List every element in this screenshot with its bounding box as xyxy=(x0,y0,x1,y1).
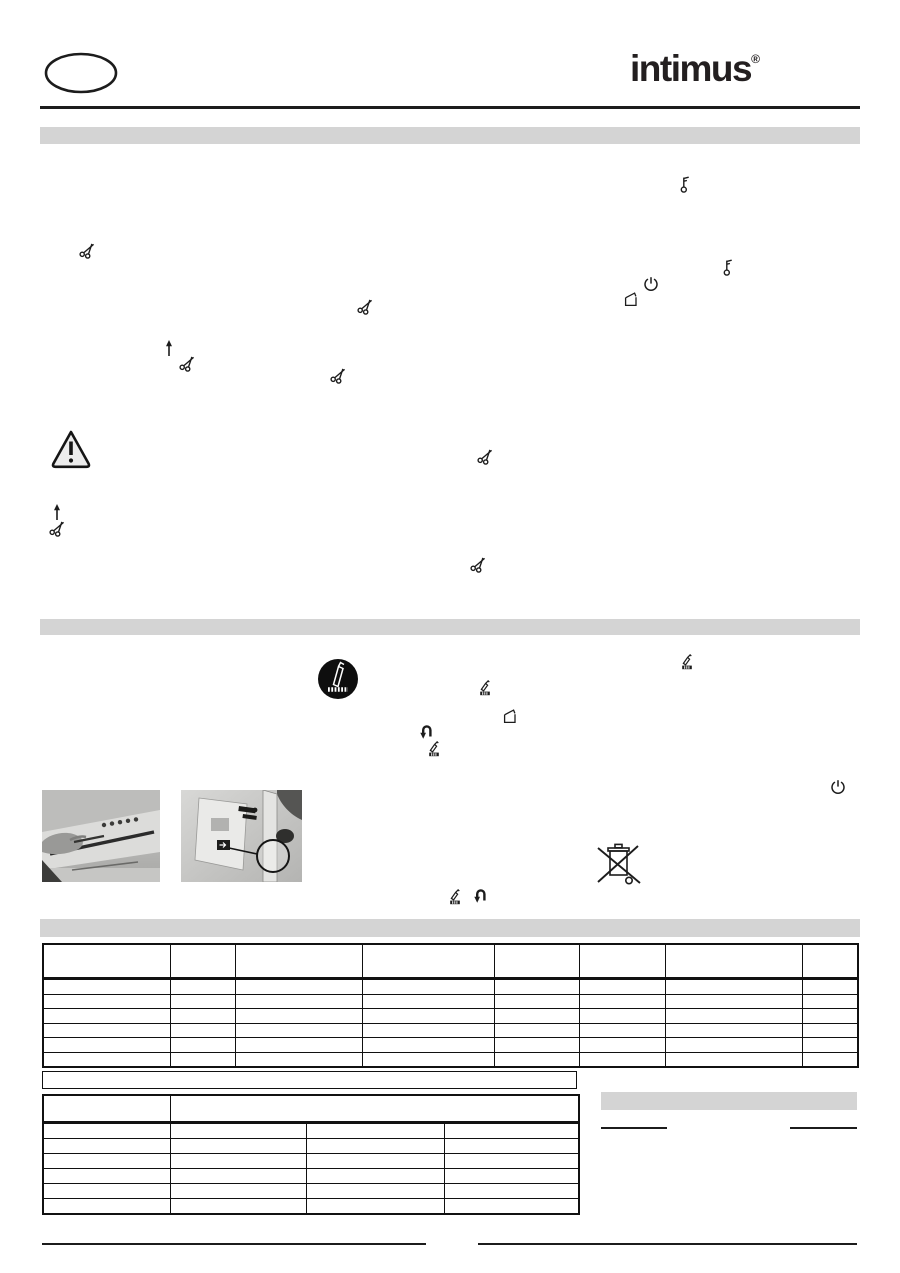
table-cell xyxy=(235,1052,362,1067)
table-cell xyxy=(444,1199,579,1215)
table-cell xyxy=(802,1009,858,1024)
table-cell xyxy=(43,1184,170,1199)
weee-bin-icon xyxy=(593,841,645,887)
note-underline-right xyxy=(790,1127,857,1129)
table-cell xyxy=(362,944,494,979)
table-cell xyxy=(170,1154,306,1169)
table-cell xyxy=(235,1009,362,1024)
table-cell xyxy=(579,944,665,979)
table-header-row xyxy=(43,1095,579,1123)
table-cell xyxy=(665,1052,802,1067)
table-cell xyxy=(170,979,235,995)
table-cell xyxy=(235,994,362,1009)
table-cell xyxy=(170,1009,235,1024)
table-cell xyxy=(170,1123,306,1139)
key-icon xyxy=(721,258,734,276)
table-row xyxy=(43,1009,858,1024)
oil-bottle-icon xyxy=(427,740,441,757)
table-cell xyxy=(170,1184,306,1199)
table-row xyxy=(43,1184,579,1199)
table-row xyxy=(43,1169,579,1184)
registered-trademark: ® xyxy=(751,52,760,66)
table-row xyxy=(43,1123,579,1139)
table-cell xyxy=(43,1095,170,1123)
table-row xyxy=(43,979,858,995)
table-cell xyxy=(444,1154,579,1169)
scissors-icon xyxy=(476,449,494,465)
table-cell xyxy=(494,1038,579,1053)
scissors-icon xyxy=(469,557,487,573)
power-icon xyxy=(643,276,659,292)
table-cell xyxy=(43,1052,170,1067)
table-cell xyxy=(43,1199,170,1215)
table-row xyxy=(43,994,858,1009)
table-cell xyxy=(43,1038,170,1053)
scissors-icon xyxy=(178,356,196,372)
table-cell xyxy=(235,1038,362,1053)
table-cell xyxy=(665,1009,802,1024)
table-cell xyxy=(170,1052,235,1067)
table-cell xyxy=(306,1139,444,1154)
table-cell xyxy=(170,994,235,1009)
table-cell xyxy=(444,1123,579,1139)
table-cell xyxy=(494,994,579,1009)
door-open-icon xyxy=(502,708,518,724)
table-cell xyxy=(170,1169,306,1184)
table-cell xyxy=(170,944,235,979)
table-cell xyxy=(43,1154,170,1169)
table-row xyxy=(43,1199,579,1215)
table-cell xyxy=(306,1199,444,1215)
footer-rule-right xyxy=(478,1243,857,1245)
table-cell xyxy=(306,1123,444,1139)
table-cell xyxy=(579,1052,665,1067)
table-cell xyxy=(362,979,494,995)
table-cell xyxy=(43,944,170,979)
table-cell xyxy=(579,1009,665,1024)
table-cell xyxy=(579,979,665,995)
table-cell xyxy=(170,1095,579,1123)
oil-circle-icon xyxy=(317,658,359,700)
table-cell xyxy=(665,944,802,979)
table-cell xyxy=(444,1139,579,1154)
table-cell xyxy=(362,1009,494,1024)
arrow-up-icon xyxy=(53,504,61,520)
table-cell xyxy=(444,1184,579,1199)
table-cell xyxy=(306,1184,444,1199)
scissors-icon xyxy=(329,368,347,384)
table-cell xyxy=(579,1023,665,1038)
brand-logo-text: intimus xyxy=(630,48,752,89)
table-cell xyxy=(235,944,362,979)
section-bar-1 xyxy=(40,127,860,144)
warning-triangle-icon xyxy=(50,429,92,469)
table-cell xyxy=(170,1038,235,1053)
oil-bottle-icon xyxy=(448,888,462,905)
table-cell xyxy=(235,979,362,995)
table-cell xyxy=(43,1123,170,1139)
table-cell xyxy=(494,1009,579,1024)
key-icon xyxy=(678,175,691,193)
table-cell xyxy=(306,1154,444,1169)
table-cell xyxy=(494,944,579,979)
section-bar-2 xyxy=(40,619,860,635)
table-cell xyxy=(43,979,170,995)
photo-oiling-feed-slot xyxy=(42,790,160,882)
table-cell xyxy=(170,1199,306,1215)
footer-rule-left xyxy=(42,1243,426,1245)
scissors-icon xyxy=(356,299,374,315)
table-cell xyxy=(802,944,858,979)
table-cell xyxy=(362,994,494,1009)
accessories-table xyxy=(42,1094,580,1215)
scissors-icon xyxy=(48,521,66,537)
brand-logo xyxy=(630,50,760,87)
reverse-arrow-icon xyxy=(420,722,433,739)
accessories-title-box xyxy=(42,1071,577,1089)
table-cell xyxy=(802,979,858,995)
table-cell xyxy=(494,1052,579,1067)
note-underline-left xyxy=(601,1127,667,1129)
table-cell xyxy=(494,1023,579,1038)
arrow-up-icon xyxy=(165,340,173,356)
power-icon xyxy=(830,779,846,795)
table-header-row xyxy=(43,944,858,979)
table-cell xyxy=(802,1038,858,1053)
header-divider xyxy=(40,106,860,109)
table-cell xyxy=(362,1052,494,1067)
section-bar-4 xyxy=(601,1092,857,1110)
table-cell xyxy=(170,1023,235,1038)
photo-cabinet-door-detail xyxy=(181,790,302,882)
table-cell xyxy=(43,1169,170,1184)
table-cell xyxy=(362,1038,494,1053)
table-cell xyxy=(665,979,802,995)
table-row xyxy=(43,1154,579,1169)
table-row xyxy=(43,1038,858,1053)
table-cell xyxy=(43,1009,170,1024)
technical-data-table xyxy=(42,943,859,1068)
table-row xyxy=(43,1052,858,1067)
table-cell xyxy=(579,994,665,1009)
table-cell xyxy=(494,979,579,995)
table-cell xyxy=(306,1169,444,1184)
scissors-icon xyxy=(78,243,96,259)
table-row xyxy=(43,1023,858,1038)
reverse-arrow-icon xyxy=(474,886,487,903)
accessories-header xyxy=(43,1095,579,1123)
table-cell xyxy=(43,1023,170,1038)
table-cell xyxy=(235,1023,362,1038)
table-cell xyxy=(444,1169,579,1184)
table-cell xyxy=(802,1023,858,1038)
table-row xyxy=(43,1139,579,1154)
table-cell xyxy=(43,1139,170,1154)
oil-bottle-icon xyxy=(680,653,694,670)
table-cell xyxy=(665,1023,802,1038)
accessories-body xyxy=(43,1123,579,1215)
table-cell xyxy=(665,1038,802,1053)
language-badge-ellipse xyxy=(44,52,118,94)
table-cell xyxy=(362,1023,494,1038)
technical-data-body xyxy=(43,979,858,1068)
table-cell xyxy=(43,994,170,1009)
technical-data-header xyxy=(43,944,858,979)
section-bar-3 xyxy=(40,919,860,937)
door-open-icon xyxy=(623,291,639,307)
table-cell xyxy=(802,1052,858,1067)
table-cell xyxy=(170,1139,306,1154)
table-cell xyxy=(802,994,858,1009)
table-cell xyxy=(579,1038,665,1053)
oil-bottle-icon xyxy=(478,679,492,696)
table-cell xyxy=(665,994,802,1009)
